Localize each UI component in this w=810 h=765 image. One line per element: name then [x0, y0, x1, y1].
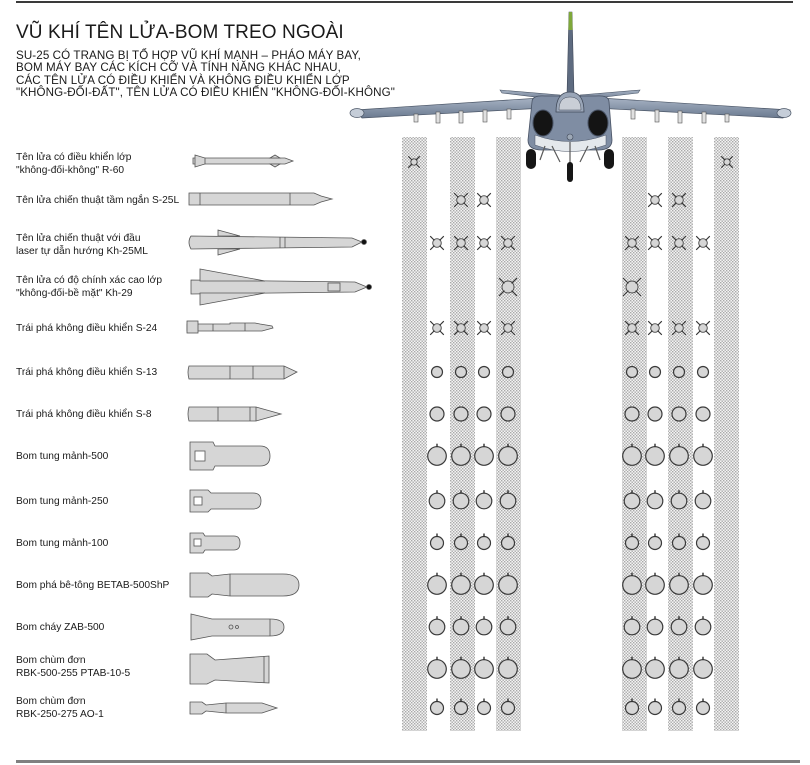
pylon-marker-bomb-large — [694, 657, 713, 679]
weapon-label-14: Bom chùm đơn RBK-250-275 AO-1 — [16, 696, 104, 720]
pylon-marker-bomb-small — [431, 699, 444, 715]
pylon-marker-circle-small — [432, 367, 443, 378]
pylon-marker-bomb-large — [694, 573, 713, 595]
s25l-rocket-icon — [189, 193, 332, 205]
weapon-label-11: Bom phá bê-tông BETAB-500ShP — [16, 580, 170, 591]
pylon-marker-bomb-medium — [695, 490, 711, 509]
pylon-marker-bomb-large — [646, 573, 665, 595]
pylon-marker-cross — [430, 321, 444, 335]
s24-rocket-icon — [187, 321, 273, 333]
pylon-marker-bomb-small — [697, 699, 710, 715]
weapon-label-8: Bom tung mảnh-500 — [16, 451, 109, 462]
pylon-marker-circle-medium — [625, 407, 639, 421]
pylon-stripe-1 — [402, 137, 427, 731]
pylon-stripe-6 — [714, 137, 739, 731]
pylon-marker-bomb-medium — [429, 490, 445, 509]
weapon-label-10: Bom tung mảnh-100 — [16, 538, 109, 549]
page-title: VŨ KHÍ TÊN LỬA-BOM TREO NGOÀI — [16, 22, 344, 43]
pylon-marker-bomb-small — [649, 699, 662, 715]
pylon-marker-bomb-medium — [476, 490, 492, 509]
pylon-marker-bomb-medium — [647, 616, 663, 635]
bomb-100-icon — [190, 533, 240, 553]
pylon-marker-cross — [648, 236, 662, 250]
pylon-stripe-4 — [622, 137, 647, 731]
betab-500-icon — [190, 573, 299, 597]
pylon-marker-circle-small — [456, 367, 467, 378]
pylon-marker-circle-small — [503, 367, 514, 378]
pylon-marker-circle-medium — [696, 407, 710, 421]
rbk-500-icon — [190, 654, 269, 684]
pylon-marker-bomb-large — [428, 444, 447, 466]
weapon-label-12: Bom cháy ZAB-500 — [16, 622, 105, 633]
pylon-marker-circle-small — [479, 367, 490, 378]
pylon-marker-cross — [696, 321, 710, 335]
bottom-rule — [16, 760, 800, 763]
pylon-marker-cross — [696, 236, 710, 250]
pylon-marker-bomb-large — [646, 444, 665, 466]
pylon-marker-circle-medium — [430, 407, 444, 421]
bomb-250-icon — [190, 490, 261, 512]
pylon-marker-cross — [430, 236, 444, 250]
pylon-marker-bomb-small — [649, 534, 662, 550]
pylon-marker-bomb-large — [694, 444, 713, 466]
bomb-500-icon — [190, 442, 270, 470]
pylon-marker-bomb-large — [428, 573, 447, 595]
pylon-stripe-3 — [496, 137, 521, 731]
weapon-label-6: Trái phá không điều khiển S-13 — [16, 367, 158, 378]
pylon-stripes — [402, 137, 739, 731]
kh25ml-missile-icon — [189, 230, 367, 255]
pylon-marker-circle-medium — [477, 407, 491, 421]
pylon-marker-circle-small — [698, 367, 709, 378]
pylon-marker-bomb-large — [475, 444, 494, 466]
page-subtitle: SU-25 CÓ TRANG BỊ TỔ HỢP VŨ KHÍ MẠNH – PHÁO MÁY BAY, BOM MÁY BAY CÁC KÍCH CỠ VÀ TÍNH NĂNG KHÁC NHAU, CÁC TÊN LỬA CÓ ĐIỀU KHIỂN VÀ KHÔNG ĐIỀU KHIỂN LỚP "KHÔNG-ĐỐI-ĐẤT", TÊN LỬA CÓ ĐIỀU KHIỂN "KHÔNG-ĐỐI-KHÔNG" — [16, 49, 395, 99]
zab-500-icon — [191, 614, 284, 640]
pylon-marker-circle-small — [627, 367, 638, 378]
pylon-marker-bomb-medium — [647, 490, 663, 509]
weapon-label-7: Trái phá không điều khiển S-8 — [16, 409, 152, 420]
weapon-label-9: Bom tung mảnh-250 — [16, 496, 109, 507]
pylon-marker-circle-medium — [648, 407, 662, 421]
pylon-stripe-2 — [450, 137, 475, 731]
pylon-marker-bomb-large — [475, 573, 494, 595]
pylon-marker-circle-small — [650, 367, 661, 378]
pylon-marker-circle-medium — [501, 407, 515, 421]
pylon-marker-bomb-large — [646, 657, 665, 679]
pylon-marker-bomb-small — [478, 699, 491, 715]
rbk-250-icon — [190, 702, 277, 714]
kh29-missile-icon — [191, 269, 372, 305]
s8-rocket-pod-icon — [188, 407, 281, 421]
weapon-label-5: Trái phá không điều khiển S-24 — [16, 323, 158, 334]
pylon-marker-circle-small — [674, 367, 685, 378]
pylon-marker-cross — [477, 236, 491, 250]
pylon-marker-bomb-small — [697, 534, 710, 550]
pylon-marker-cross-large — [623, 278, 641, 296]
weapon-label-3: Tên lửa chiến thuật với đầu laser tự dẫn hướng Kh-25ML — [16, 233, 148, 257]
pylon-stripe-5 — [668, 137, 693, 731]
r60-missile-icon — [193, 155, 293, 167]
weapon-label-13: Bom chùm đơn RBK-500-255 PTAB-10-5 — [16, 655, 131, 679]
s13-rocket-pod-icon — [188, 366, 297, 379]
pylon-marker-bomb-medium — [695, 616, 711, 635]
pylon-marker-bomb-medium — [476, 616, 492, 635]
pylon-marker-circle-medium — [672, 407, 686, 421]
pylon-marker-bomb-small — [431, 534, 444, 550]
pylon-marker-cross — [648, 193, 662, 207]
pylon-marker-bomb-large — [475, 657, 494, 679]
pylon-marker-cross — [477, 321, 491, 335]
weapon-label-2: Tên lửa chiến thuật tầm ngắn S-25L — [16, 195, 180, 206]
pylon-marker-circle-medium — [454, 407, 468, 421]
pylon-marker-bomb-medium — [429, 616, 445, 635]
pylon-marker-bomb-small — [478, 534, 491, 550]
pylon-marker-cross — [648, 321, 662, 335]
pylon-marker-bomb-large — [428, 657, 447, 679]
pylon-marker-cross-large — [499, 278, 517, 296]
weapon-label-4: Tên lửa có độ chính xác cao lớp "không-đối-bề mặt" Kh-29 — [16, 275, 163, 299]
pylon-marker-cross — [477, 193, 491, 207]
weapon-label-1: Tên lửa có điều khiển lớp "không-đối-không" R-60 — [16, 152, 132, 176]
